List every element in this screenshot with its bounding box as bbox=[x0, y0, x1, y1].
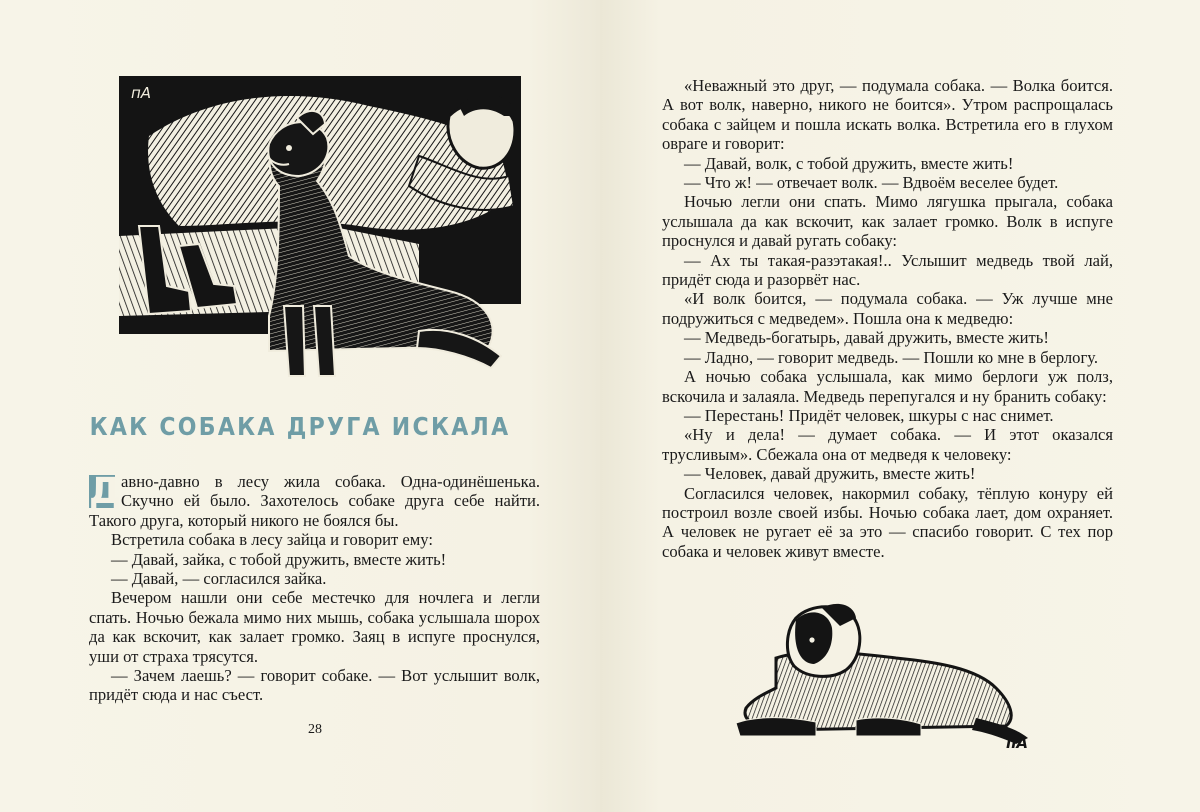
paragraph: «И волк боится, — подумала собака. — Уж лучше мне подружиться с медведем». Пошла она к медведю: bbox=[662, 289, 1113, 328]
woodcut-illustration-sleeping-man-and-dog bbox=[119, 76, 521, 378]
story-title: КАК СОБАКА ДРУГА ИСКАЛА bbox=[89, 412, 511, 441]
paragraph: — Что ж! — отвечает волк. — Вдвоём веселее будет. bbox=[684, 173, 1059, 193]
drop-cap: Д bbox=[89, 471, 122, 512]
paragraph: «Неважный это друг, — подумала собака. — Волка боится. А вот волк, наверно, никого не боится». Утром распрощалась собака с зайцем и пошла искать волка. Встретила его в глухом овраге и говорит: bbox=[662, 76, 1113, 154]
illustration-monogram: пА bbox=[131, 84, 152, 102]
left-page-text bbox=[89, 472, 540, 705]
paragraph: — Ладно, — говорит медведь. — Пошли ко мне в берлогу. bbox=[684, 347, 1099, 367]
paragraph: А ночью собака услышала, как мимо берлоги уж полз, вскочила и залаяла. Медведь перепугался и ну бранить собаку: bbox=[662, 367, 1113, 406]
illustration-monogram: пА bbox=[1006, 734, 1028, 750]
paragraph: — Человек, давай дружить, вместе жить! bbox=[684, 464, 976, 484]
paragraph: Вечером нашли они себе местечко для ночлега и легли спать. Ночью бежала мимо них мышь, собака услышала шорох да как вскочит, как залает громко. Заяц в испуге проснулся, уши от страха трясутся. bbox=[89, 588, 540, 666]
paragraph: — Перестань! Придёт человек, шкуры с нас снимет. bbox=[684, 405, 1054, 425]
paragraph: — Медведь-богатырь, давай дружить, вместе жить! bbox=[684, 328, 1049, 348]
paragraph: — Давай, — согласился зайка. bbox=[111, 569, 327, 589]
paragraph: Встретила собака в лесу зайца и говорит ему: bbox=[111, 530, 433, 550]
paragraph: — Ах ты такая-разэтакая!.. Услышит медведь твой лай, придёт сюда и разорвёт нас. bbox=[662, 250, 1113, 290]
paragraph: Ночью легли они спать. Мимо лягушка прыгала, собака услышала да как вскочит, как залает громко. Волк в испуге проснулся и давай ругать собаку: bbox=[662, 192, 1113, 251]
paragraph: — Давай, волк, с тобой дружить, вместе жить! bbox=[684, 153, 1014, 173]
paragraph: Согласился человек, накормил собаку, тёплую конуру ей построил возле своей избы. Ночью собака лает, дом охраняет. А человек не ругает её за это — спасибо говорит. С тех пор собака и человек живут вместе. bbox=[662, 483, 1113, 561]
right-page-text bbox=[662, 76, 1113, 561]
paragraph: Д авно-давно в лесу жила собака. Одна-одинёшенька. Скучно ей было. Захотелось собаке друга себе найти. Такого друга, который никого не боялся бы. bbox=[89, 471, 540, 530]
paragraph: «Ну и дела! — думает собака. — И этот оказался трусливым». Сбежала она от медведя к человеку: bbox=[662, 425, 1113, 464]
right-page bbox=[600, 0, 1200, 812]
paragraph: — Зачем лаешь? — говорит собаке. — Вот услышит волк, придёт сюда и нас съест. bbox=[89, 666, 540, 705]
paragraph: — Давай, зайка, с тобой дружить, вместе жить! bbox=[111, 549, 447, 569]
woodcut-illustration-lying-dog bbox=[736, 598, 1036, 750]
page-number: 28 bbox=[308, 722, 322, 737]
